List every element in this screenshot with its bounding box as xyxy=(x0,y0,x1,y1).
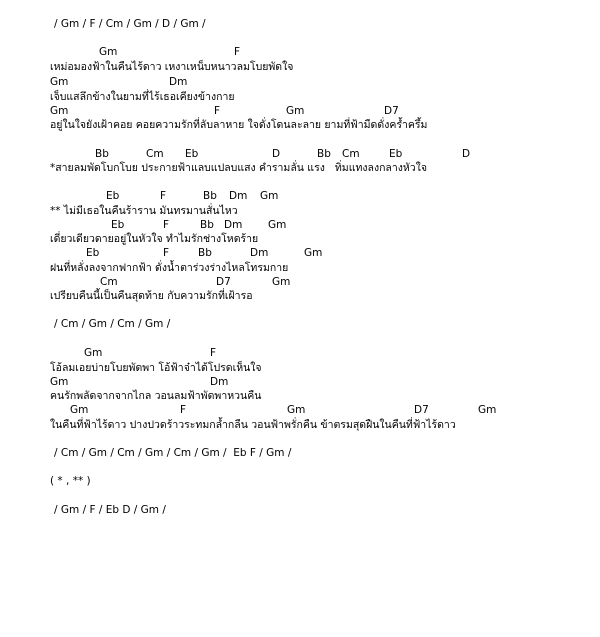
chord: Gm xyxy=(268,219,287,231)
chord: Gm xyxy=(50,76,69,88)
bridge-progression: / Cm / Gm / Cm / Gm / Cm / Gm / Eb F / Gm / xyxy=(54,447,292,459)
lyric-line: *สายลมพัดโบกโบย ประกายฟ้าแลบแปลบแสง คำรามลั่น แรง ทิ่มแทงลงกลางหัวใจ xyxy=(50,162,427,174)
chord: Gm xyxy=(287,404,306,416)
chord: D7 xyxy=(216,276,231,288)
chord: F xyxy=(210,347,217,359)
chord: Bb xyxy=(200,219,214,231)
chord: D7 xyxy=(414,404,429,416)
lyric-line: โอ้ลมเอยบ่ายโบยพัดพา โอ้ฟ้าจ๋าได้โปรดเห็นใจ xyxy=(50,362,262,374)
chord: Gm xyxy=(50,105,69,117)
chord: Bb xyxy=(95,148,109,160)
chord: Eb xyxy=(185,148,199,160)
chord: F xyxy=(214,105,221,117)
chord: Bb xyxy=(317,148,331,160)
lyric-line: ในคืนที่ฟ้าไร้ดาว ปางปวดร้าวระทมกล้ำกลืน วอนฟ้าพรั่กคืน ข้าตรมสุดฝืนในคืนที่ฟ้าไร้ดาว xyxy=(50,419,456,431)
intro-progression: / Gm / F / Cm / Gm / D / Gm / xyxy=(54,18,206,30)
chord: Gm xyxy=(304,247,323,259)
chord: D xyxy=(462,148,471,160)
chord: Gm xyxy=(272,276,291,288)
chord: Eb xyxy=(389,148,403,160)
chord: Dm xyxy=(250,247,269,259)
chord: Gm xyxy=(70,404,89,416)
chord: Dm xyxy=(224,219,243,231)
chord: Dm xyxy=(210,376,229,388)
chord: Bb xyxy=(198,247,212,259)
chord: Gm xyxy=(478,404,497,416)
chord: F xyxy=(163,247,170,259)
chord: Eb xyxy=(111,219,125,231)
chord: Gm xyxy=(286,105,305,117)
interlude-progression: / Cm / Gm / Cm / Gm / xyxy=(54,318,171,330)
chord: Dm xyxy=(169,76,188,88)
chord: Bb xyxy=(203,190,217,202)
chord: Eb xyxy=(86,247,100,259)
chord: Cm xyxy=(342,148,360,160)
lyric-line: ฝนที่หลั่งลงจากฟากฟ้า ดั่งน้ำตาร่วงร่างไหลโทรมกาย xyxy=(50,262,289,274)
lyric-line: เจ็บแสลึกข้างในยามที่ไร้เธอเคียงข้างกาย xyxy=(50,91,235,103)
chord: Gm xyxy=(99,46,118,58)
chord: Cm xyxy=(146,148,164,160)
lyric-line: อยู่ในใจยังเฝ้าคอย คอยความรักที่ลับลาหาย ใจดั่งโดนละลาย ยามที่ฟ้ามืดดั่งคร้ำครึ้ม xyxy=(50,119,428,131)
chord: Dm xyxy=(229,190,248,202)
lyric-line: เปรียบคืนนี้เป็นคืนสุดท้าย กับความรักที่เฝ้ารอ xyxy=(50,290,253,302)
chord: F xyxy=(234,46,241,58)
chord: F xyxy=(160,190,167,202)
lyric-line: เหม่อมองฟ้าในคืนไร้ดาว เหงาเหน็บหนาวลมโบยพัดใจ xyxy=(50,61,294,73)
lyric-line: คนรักพลัดจากจากไกล วอนลมฟ้าพัดพาหวนคืน xyxy=(50,390,262,402)
chord: F xyxy=(180,404,187,416)
chord: Cm xyxy=(100,276,118,288)
chord: Eb xyxy=(106,190,120,202)
chord: F xyxy=(163,219,170,231)
chord: Gm xyxy=(50,376,69,388)
chord: Gm xyxy=(260,190,279,202)
lyric-line: เดี่ยวเดียวดายอยู่ในหัวใจ ทำไมรักช่างโหดร้าย xyxy=(50,233,259,245)
chord: D7 xyxy=(384,105,399,117)
outro-progression: / Gm / F / Eb D / Gm / xyxy=(54,504,166,516)
lyric-line: ** ไม่มีเธอในคืนร้าราน มันทรมานสั่นไหว xyxy=(50,205,238,217)
chord: D xyxy=(272,148,281,160)
chord: Gm xyxy=(84,347,103,359)
repeat-marker: ( * , ** ) xyxy=(50,475,91,487)
